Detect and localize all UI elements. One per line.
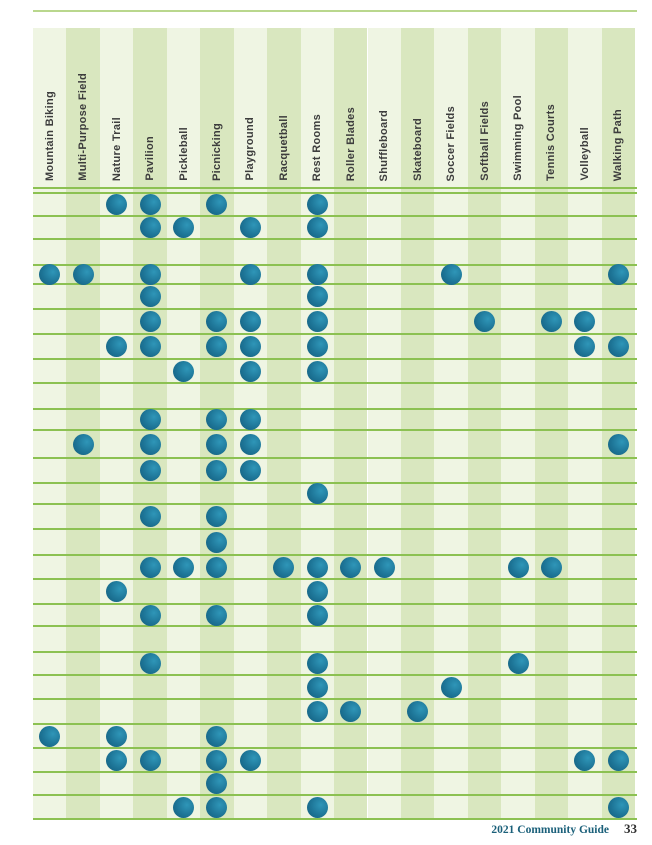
- column-header-soccer-fields: [434, 28, 467, 187]
- amenity-dot: [140, 434, 161, 455]
- row-line: [33, 408, 637, 410]
- amenity-dot: [140, 409, 161, 430]
- amenity-dot: [106, 581, 127, 602]
- column-header-label: Soccer Fields: [445, 105, 458, 181]
- amenity-dot: [608, 750, 629, 771]
- row-line: [33, 771, 637, 773]
- amenity-dot: [541, 311, 562, 332]
- amenity-dot: [307, 557, 328, 578]
- column-header-pavilion: [133, 28, 166, 187]
- amenity-dot: [140, 194, 161, 215]
- row-line: [33, 333, 637, 335]
- amenity-dot: [140, 460, 161, 481]
- amenity-dot: [307, 217, 328, 238]
- column-header-label: Pickleball: [177, 127, 190, 181]
- row-line: [33, 747, 637, 749]
- row-line: [33, 187, 637, 189]
- amenity-dot: [474, 311, 495, 332]
- row-line: [33, 283, 637, 285]
- amenity-dot: [140, 217, 161, 238]
- page-number: 33: [624, 821, 637, 836]
- amenity-dot: [307, 605, 328, 626]
- row-line: [33, 698, 637, 700]
- amenity-dot: [273, 557, 294, 578]
- amenity-dot: [608, 434, 629, 455]
- amenity-dot: [206, 532, 227, 553]
- column-header-racquetball: [267, 28, 300, 187]
- amenity-dot: [206, 797, 227, 818]
- amenity-dot: [173, 797, 194, 818]
- amenity-dot: [140, 653, 161, 674]
- amenity-dot: [508, 557, 529, 578]
- column-header-label: Shuffleboard: [378, 109, 391, 181]
- page-footer: [491, 821, 637, 837]
- column-header-label: Swimming Pool: [512, 95, 525, 181]
- amenity-dot: [441, 677, 462, 698]
- amenity-dot: [106, 336, 127, 357]
- row-line: [33, 429, 637, 431]
- amenity-dot: [240, 336, 261, 357]
- row-line: [33, 192, 637, 194]
- amenity-dot: [173, 217, 194, 238]
- amenity-dot: [608, 336, 629, 357]
- amenity-dot: [140, 750, 161, 771]
- column-header-skateboard: [401, 28, 434, 187]
- amenity-dot: [73, 264, 94, 285]
- row-line: [33, 528, 637, 530]
- amenity-dot: [206, 434, 227, 455]
- amenity-dot: [140, 605, 161, 626]
- amenity-dot: [307, 336, 328, 357]
- amenity-dot: [608, 797, 629, 818]
- column-header-playground: [234, 28, 267, 187]
- top-rule: [33, 10, 637, 12]
- amenity-dot: [541, 557, 562, 578]
- amenity-dot: [574, 750, 595, 771]
- row-line: [33, 215, 637, 217]
- amenity-dot: [240, 264, 261, 285]
- row-line: [33, 625, 637, 627]
- amenity-dot: [206, 605, 227, 626]
- amenity-dot: [206, 726, 227, 747]
- column-header-mountain-biking: [33, 28, 66, 187]
- row-line: [33, 818, 637, 820]
- amenity-dot: [307, 264, 328, 285]
- column-header-label: Tennis Courts: [545, 103, 558, 181]
- amenity-dot: [307, 797, 328, 818]
- amenity-dot: [173, 557, 194, 578]
- column-header-shuffleboard: [368, 28, 401, 187]
- amenity-dot: [240, 409, 261, 430]
- amenity-dot: [173, 361, 194, 382]
- row-line: [33, 238, 637, 240]
- amenity-dot: [240, 460, 261, 481]
- row-line: [33, 503, 637, 505]
- column-header-label: Skateboard: [411, 118, 424, 181]
- row-line: [33, 554, 637, 556]
- amenity-dot: [441, 264, 462, 285]
- column-header-label: Nature Trail: [110, 116, 123, 181]
- amenity-dot: [140, 264, 161, 285]
- amenity-dot: [307, 311, 328, 332]
- amenity-dot: [240, 434, 261, 455]
- amenity-dot: [140, 336, 161, 357]
- amenity-dot: [140, 506, 161, 527]
- column-header-label: Playground: [244, 117, 257, 181]
- amenity-dot: [307, 581, 328, 602]
- row-line: [33, 264, 637, 266]
- row-line: [33, 578, 637, 580]
- amenity-dot: [307, 194, 328, 215]
- column-header-label: Picnicking: [210, 122, 223, 181]
- column-header-label: Roller Blades: [344, 106, 357, 181]
- column-header-rest-rooms: [301, 28, 334, 187]
- column-header-label: Racquetball: [277, 115, 290, 181]
- amenity-dot: [240, 311, 261, 332]
- amenity-dot: [608, 264, 629, 285]
- amenity-dot: [73, 434, 94, 455]
- column-header-label: Rest Rooms: [311, 113, 324, 181]
- row-line: [33, 603, 637, 605]
- row-line: [33, 358, 637, 360]
- amenity-dot: [307, 483, 328, 504]
- row-line: [33, 308, 637, 310]
- amenity-dot: [206, 750, 227, 771]
- amenity-dot: [106, 194, 127, 215]
- amenity-dot: [307, 677, 328, 698]
- amenity-dot: [508, 653, 529, 674]
- column-header-softball-fields: [468, 28, 501, 187]
- row-line: [33, 723, 637, 725]
- amenity-dot: [106, 750, 127, 771]
- column-header-multi-purpose-field: [66, 28, 99, 187]
- amenity-dot: [39, 726, 60, 747]
- row-line: [33, 382, 637, 384]
- column-header-label: Walking Path: [612, 108, 625, 181]
- amenity-dot: [307, 701, 328, 722]
- column-header-tennis-courts: [535, 28, 568, 187]
- amenity-dot: [140, 557, 161, 578]
- row-line: [33, 794, 637, 796]
- amenity-dot: [307, 286, 328, 307]
- column-header-label: Softball Fields: [478, 101, 491, 181]
- row-line: [33, 651, 637, 653]
- column-header-label: Volleyball: [578, 127, 591, 181]
- column-header-label: Multi-Purpose Field: [77, 73, 90, 181]
- amenity-dot: [240, 361, 261, 382]
- column-header-pickleball: [167, 28, 200, 187]
- guide-title: 2021 Community Guide: [491, 824, 609, 836]
- amenity-dot: [340, 557, 361, 578]
- row-line: [33, 674, 637, 676]
- column-header-label: Pavilion: [144, 136, 157, 181]
- column-header-label: Mountain Biking: [43, 90, 56, 181]
- row-line: [33, 482, 637, 484]
- column-header-picnicking: [200, 28, 233, 187]
- amenity-dot: [307, 653, 328, 674]
- amenity-dot: [307, 361, 328, 382]
- column-header-swimming-pool: [501, 28, 534, 187]
- amenity-dot: [106, 726, 127, 747]
- column-header-roller-blades: [334, 28, 367, 187]
- amenity-dot: [374, 557, 395, 578]
- amenity-dot: [206, 557, 227, 578]
- column-header-volleyball: [568, 28, 601, 187]
- column-header-nature-trail: [100, 28, 133, 187]
- column-header-walking-path: [602, 28, 635, 187]
- amenity-dot: [240, 217, 261, 238]
- amenity-dot: [240, 750, 261, 771]
- amenity-dot: [140, 286, 161, 307]
- row-line: [33, 457, 637, 459]
- amenity-dot: [140, 311, 161, 332]
